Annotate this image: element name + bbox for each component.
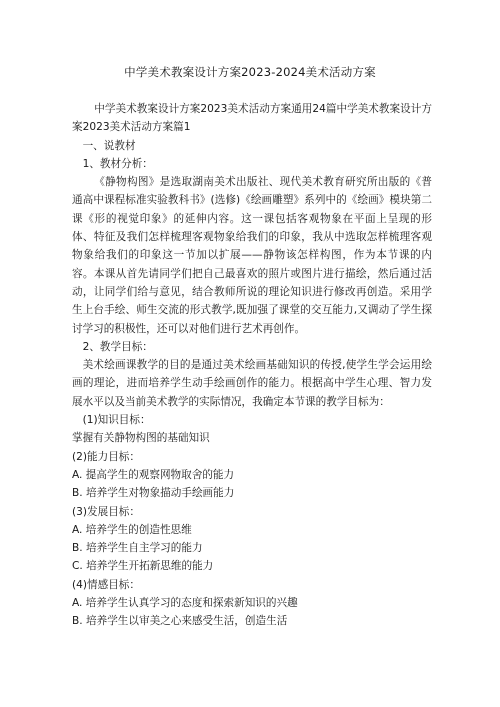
- body-paragraph: 《静物构图》是选取湖南美术出版社、现代美术教育研究所出版的《普通高中课程标准实验教科书》(选修)《绘画雕塑》系列中的《绘画》模块第二课《形的视觉印象》的延伸内容。这一课包括客观物象在平面上呈现的形体、特征及我们怎样梳理客观物象给我们的印象，我从中选取怎样梳理客观物象给我们的印象这一节加以扩展——静物该怎样构图，作为本节课的内容。本课从首先请同学们把自己最喜欢的照片或图片进行描绘，然后通过活动，让同学们给与意见，结合教师所说的理论知识进行修改再创造。采用学生上台手绘、师生交流的形式教学,既加强了课堂的交互能力,又调动了学生探讨学习的积极性，还可以对他们进行艺术再创作。: [72, 176, 432, 335]
- intro-paragraph: 中学美术教案设计方案2023美术活动方案通用24篇中学美术教案设计方案2023美术活动方案篇1: [72, 103, 432, 134]
- objective-item: A. 提高学生的观察网物取舍的能力: [72, 468, 235, 481]
- document-body: [72, 100, 432, 631]
- body-paragraph: 美术绘画课教学的目的是通过美术绘画基础知识的传授,使学生学会运用绘画的理论，进而培养学生动手绘画创作的能力。根据高中学生心理、智力发展水平以及当前美术教学的实际情况，我确定本节课的教学目标为：: [72, 359, 432, 408]
- section-heading: 一、说教材: [82, 139, 136, 152]
- objective-item: B. 培养学生对物象描动手绘画能力: [72, 487, 235, 500]
- objective-item: C. 培养学生开拓新思维的能力: [72, 560, 214, 573]
- objective-item: B. 培养学生自主学习的能力: [72, 542, 203, 555]
- objective-item: A. 培养学生的创造性思维: [72, 523, 192, 536]
- objective-heading: (1)知识目标：: [82, 414, 151, 427]
- document-title: 中学美术教案设计方案2023-2024美术活动方案: [124, 65, 376, 79]
- subsection-heading: 2、教学目标：: [82, 340, 153, 353]
- objective-heading: (2)能力目标：: [72, 450, 140, 463]
- objective-item: 掌握有关静物构图的基础知识: [72, 432, 210, 445]
- subsection-heading: 1、教材分析：: [82, 157, 153, 170]
- objective-heading: (4)情感目标：: [72, 578, 140, 591]
- objective-item: B. 培养学生以审美之心来感受生活，创造生活: [72, 615, 288, 628]
- objective-heading: (3)发展目标：: [72, 505, 140, 518]
- objective-item: A. 培养学生认真学习的态度和探索新知识的兴趣: [72, 597, 298, 610]
